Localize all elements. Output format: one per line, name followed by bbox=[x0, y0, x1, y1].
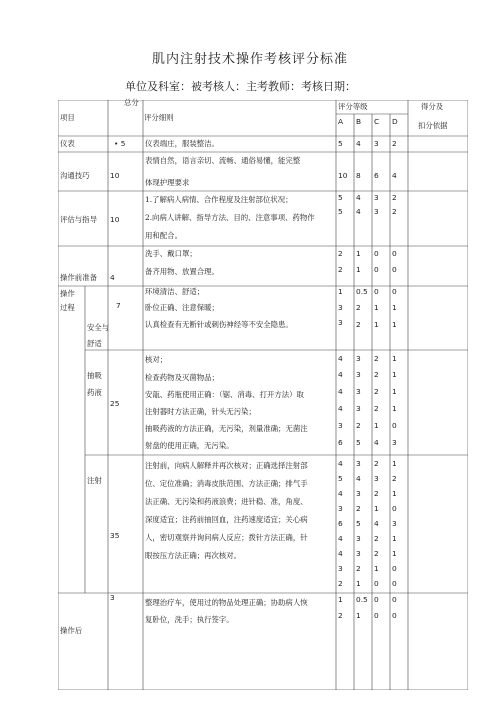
row-process-item-line2: 过程 bbox=[60, 303, 75, 312]
row-preparation-detail-1: 洗手、戴口罩； bbox=[145, 249, 197, 258]
row-etiquette-grade-d: 2 bbox=[392, 139, 397, 148]
row-assessment-grade-a-1: 5 bbox=[338, 193, 343, 202]
row-safety-grade-c-1: 0 bbox=[374, 287, 379, 296]
row-injection-grade-a-4: 3 bbox=[338, 504, 343, 513]
row-safety-grade-d-3: 1 bbox=[392, 320, 397, 329]
row-assessment-grade-b-1: 4 bbox=[356, 193, 361, 202]
row-drawing-grade-a-5: 3 bbox=[338, 421, 343, 430]
row-process-item-line1: 操作 bbox=[60, 289, 75, 298]
scoring-table bbox=[58, 100, 468, 690]
row-injection-grade-a-5: 6 bbox=[338, 519, 343, 528]
row-injection-grade-a-3: 4 bbox=[338, 489, 343, 498]
row-injection-grade-b-7: 3 bbox=[356, 549, 361, 558]
row-after-grade-d-1: 0 bbox=[392, 595, 397, 604]
row-injection-grade-c-6: 2 bbox=[374, 534, 379, 543]
row-drawing-grade-c-6: 4 bbox=[374, 438, 379, 447]
row-drawing-sub-line2: 药液 bbox=[87, 388, 102, 397]
row-drawing-grade-a-6: 6 bbox=[338, 438, 343, 447]
row-after-grade-b-1: 0.5 bbox=[356, 595, 368, 604]
row-after-item: 操作后 bbox=[60, 626, 83, 635]
row-safety-grade-d-1: 0 bbox=[392, 287, 397, 296]
row-injection-grade-b-4: 2 bbox=[356, 504, 361, 513]
row-preparation-grade-d-1: 0 bbox=[392, 249, 397, 258]
row-injection-grade-d-8: 0 bbox=[392, 564, 397, 573]
row-after-detail-1: 整理治疗车，使用过的物品处理正确；协助病人恢 bbox=[145, 598, 308, 607]
row-safety-grade-a-3: 3 bbox=[338, 318, 343, 327]
row-drawing-grade-a-2: 4 bbox=[338, 370, 343, 379]
row-injection-grade-d-2: 2 bbox=[392, 474, 397, 483]
row-preparation-grade-b-1: 1 bbox=[356, 249, 361, 258]
row-assessment-detail-2: 2.向病人讲解、指导方法、目的、注意事项、药物作 bbox=[145, 213, 315, 222]
row-drawing-grade-c-2: 2 bbox=[374, 370, 379, 379]
row-assessment-item: 评估与指导 bbox=[60, 215, 97, 224]
row-injection-grade-c-2: 3 bbox=[374, 474, 379, 483]
row-assessment-grade-c-2: 3 bbox=[374, 207, 379, 216]
row-safety-grade-a-2: 3 bbox=[338, 303, 343, 312]
row-after-grade-d-2: 0 bbox=[392, 611, 397, 620]
header-grade: 评分等级 bbox=[338, 102, 368, 111]
row-preparation-detail-2: 备齐用物、放置合理。 bbox=[145, 267, 219, 276]
row-injection-grade-b-2: 4 bbox=[356, 474, 361, 483]
row-drawing-grade-c-5: 1 bbox=[374, 421, 379, 430]
row-drawing-grade-b-1: 3 bbox=[356, 354, 361, 363]
row-injection-grade-b-8: 2 bbox=[356, 564, 361, 573]
row-etiquette-grade-b: 4 bbox=[356, 139, 361, 148]
row-preparation-grade-d-2: 0 bbox=[392, 265, 397, 274]
row-drawing-grade-d-1: 1 bbox=[392, 354, 397, 363]
row-injection-grade-d-6: 1 bbox=[392, 534, 397, 543]
row-drawing-grade-b-2: 3 bbox=[356, 370, 361, 379]
row-injection-grade-d-5: 3 bbox=[392, 519, 397, 528]
row-preparation-grade-b-2: 1 bbox=[356, 265, 361, 274]
row-safety-grade-c-2: 1 bbox=[374, 303, 379, 312]
row-injection-grade-c-7: 2 bbox=[374, 549, 379, 558]
row-injection-grade-c-1: 2 bbox=[374, 459, 379, 468]
row-after-grade-c-1: 0 bbox=[374, 595, 379, 604]
row-etiquette-grade-a: 5 bbox=[338, 139, 343, 148]
row-drawing-grade-b-4: 3 bbox=[356, 404, 361, 413]
header-grade-b: B bbox=[356, 117, 362, 126]
row-safety-detail-2: 卧位正确、注意保暖； bbox=[145, 303, 219, 312]
row-preparation-item: 操作前准备 bbox=[60, 273, 97, 282]
row-after-grade-c-2: 0 bbox=[374, 611, 379, 620]
row-safety-detail-3: 认真检查有无断针或刺伤神经等不安全隐患。 bbox=[145, 320, 293, 329]
page-title: 肌内注射技术操作考核评分标准 bbox=[151, 52, 348, 67]
row-communication-detail-2: 体现护理要求 bbox=[145, 178, 190, 187]
row-drawing-detail-6: 射盘的使用正确，无污染。 bbox=[145, 441, 234, 450]
row-drawing-grade-c-4: 2 bbox=[374, 404, 379, 413]
row-injection-grade-c-9: 0 bbox=[374, 579, 379, 588]
row-drawing-grade-d-2: 1 bbox=[392, 370, 397, 379]
row-drawing-detail-3: 安瓿、药瓶使用正确：（锯、消毒、打开方法）取 bbox=[145, 390, 304, 399]
row-assessment-grade-b-2: 4 bbox=[356, 207, 361, 216]
row-injection-grade-d-7: 1 bbox=[392, 549, 397, 558]
row-after-grade-a-2: 2 bbox=[338, 611, 343, 620]
row-drawing-grade-c-3: 2 bbox=[374, 387, 379, 396]
row-injection-grade-c-3: 2 bbox=[374, 489, 379, 498]
row-injection-grade-d-9: 0 bbox=[392, 579, 397, 588]
row-injection-grade-a-7: 4 bbox=[338, 549, 343, 558]
row-drawing-sub-line1: 抽吸 bbox=[87, 371, 102, 380]
row-assessment-grade-d-2: 2 bbox=[392, 207, 397, 216]
row-injection-grade-d-1: 1 bbox=[392, 459, 397, 468]
row-injection-detail-5: 人，密切观察并询问病人反应；拨针方法正确，针 bbox=[145, 533, 308, 542]
row-communication-grade-b: 8 bbox=[356, 171, 361, 180]
row-communication-item: 沟通技巧 bbox=[60, 171, 90, 180]
row-injection-grade-b-9: 1 bbox=[356, 579, 361, 588]
row-assessment-grade-c-1: 3 bbox=[374, 193, 379, 202]
row-injection-grade-d-3: 1 bbox=[392, 489, 397, 498]
row-safety-sub-line2: 舒适 bbox=[87, 339, 102, 348]
row-assessment-detail-3: 用和配合。 bbox=[145, 231, 182, 240]
row-drawing-grade-d-6: 3 bbox=[392, 438, 397, 447]
row-drawing-detail-2: 检查药物及灭菌物品； bbox=[145, 373, 219, 382]
row-communication-grade-d: 4 bbox=[392, 171, 397, 180]
row-drawing-score: 25 bbox=[110, 399, 120, 408]
row-communication-detail-1: 表情自然，语言亲切、流畅、通俗易懂，能完整 bbox=[145, 156, 301, 165]
row-assessment-detail-1: 1.了解病人病情、合作程度及注射部位状况； bbox=[145, 195, 293, 204]
row-preparation-grade-c-2: 0 bbox=[374, 265, 379, 274]
row-drawing-grade-d-4: 1 bbox=[392, 404, 397, 413]
row-assessment-grade-a-2: 5 bbox=[338, 207, 343, 216]
row-drawing-grade-c-1: 2 bbox=[374, 354, 379, 363]
row-injection-detail-1: 注射前，向病人解释并再次核对；正确选择注射部 bbox=[145, 461, 308, 470]
row-safety-grade-b-2: 2 bbox=[356, 303, 361, 312]
row-drawing-grade-b-6: 5 bbox=[356, 438, 361, 447]
row-etiquette-grade-c: 3 bbox=[374, 139, 379, 148]
row-injection-detail-2: 位、定位准确；消毒皮肤范围、方法正确；排气手 bbox=[145, 479, 308, 488]
row-drawing-detail-4: 注射器时方法正确，针头无污染； bbox=[145, 407, 256, 416]
header-deduct-line1: 得分及 bbox=[421, 102, 444, 111]
row-injection-grade-a-8: 3 bbox=[338, 564, 343, 573]
row-safety-score: 7 bbox=[116, 301, 121, 310]
header-grade-d: D bbox=[392, 117, 398, 126]
row-after-grade-b-2: 1 bbox=[356, 611, 361, 620]
row-injection-grade-b-6: 3 bbox=[356, 534, 361, 543]
row-communication-score: 10 bbox=[110, 171, 120, 180]
row-safety-grade-c-3: 1 bbox=[374, 320, 379, 329]
row-injection-grade-c-5: 4 bbox=[374, 519, 379, 528]
row-safety-grade-b-1: 0.5 bbox=[356, 287, 368, 296]
row-drawing-detail-5: 抽吸药液的方法正确，无污染，剂量准确；无菌注 bbox=[145, 424, 308, 433]
row-preparation-grade-c-1: 0 bbox=[374, 249, 379, 258]
row-drawing-grade-b-3: 3 bbox=[356, 387, 361, 396]
row-preparation-grade-a-1: 2 bbox=[338, 249, 343, 258]
row-assessment-score: 10 bbox=[110, 215, 120, 224]
row-injection-detail-6: 眼按压方法正确；再次核对。 bbox=[145, 551, 242, 560]
row-injection-grade-a-1: 4 bbox=[338, 459, 343, 468]
header-deduct-line2: 扣分依据 bbox=[418, 121, 448, 130]
row-safety-sub-line1: 安全与 bbox=[87, 323, 110, 332]
row-drawing-grade-b-5: 2 bbox=[356, 421, 361, 430]
row-assessment-grade-d-1: 2 bbox=[392, 193, 397, 202]
row-drawing-detail-1: 核对； bbox=[145, 355, 168, 364]
row-injection-grade-d-4: 0 bbox=[392, 504, 397, 513]
row-safety-grade-a-1: 1 bbox=[338, 287, 343, 296]
header-grade-c: C bbox=[374, 117, 380, 126]
row-injection-sub: 注射 bbox=[87, 476, 102, 485]
row-etiquette-detail: 仪表端庄，服装整洁。 bbox=[145, 139, 219, 148]
row-drawing-grade-a-4: 4 bbox=[338, 404, 343, 413]
row-injection-grade-b-5: 5 bbox=[356, 519, 361, 528]
row-safety-grade-d-2: 1 bbox=[392, 303, 397, 312]
row-drawing-grade-d-3: 1 bbox=[392, 387, 397, 396]
row-preparation-score: 4 bbox=[110, 273, 115, 282]
row-safety-grade-b-3: 2 bbox=[356, 320, 361, 329]
header-grade-a: A bbox=[338, 117, 344, 126]
row-preparation-grade-a-2: 2 bbox=[338, 265, 343, 274]
header-detail: 评分细则 bbox=[144, 113, 174, 122]
row-drawing-grade-a-3: 4 bbox=[338, 387, 343, 396]
row-after-grade-a-1: 1 bbox=[338, 595, 343, 604]
row-safety-detail-1: 环境清洁、舒适； bbox=[145, 287, 205, 296]
row-drawing-grade-a-1: 4 bbox=[338, 354, 343, 363]
row-injection-grade-c-4: 1 bbox=[374, 504, 379, 513]
row-injection-grade-a-2: 5 bbox=[338, 474, 343, 483]
row-drawing-grade-d-5: 0 bbox=[392, 421, 397, 430]
header-item: 项目 bbox=[60, 113, 75, 122]
form-subtitle: 单位及科室：被考核人：主考教师：考核日期： bbox=[125, 80, 356, 93]
row-injection-detail-3: 法正确、无污染和药液浪费；进针稳、准，角度、 bbox=[145, 497, 308, 506]
header-total-score: 总分 bbox=[124, 98, 139, 107]
row-injection-grade-a-9: 2 bbox=[338, 579, 343, 588]
row-after-score: 3 bbox=[110, 593, 115, 602]
row-injection-detail-4: 深度适宜；注药前抽回血，注药速度适宜；关心病 bbox=[145, 515, 308, 524]
row-etiquette-score: • 5 bbox=[114, 139, 126, 148]
row-etiquette-item: 仪表 bbox=[60, 139, 75, 148]
row-after-detail-2: 复卧位，洗手；执行签字。 bbox=[145, 615, 234, 624]
row-injection-score: 35 bbox=[110, 531, 120, 540]
row-injection-grade-b-3: 3 bbox=[356, 489, 361, 498]
row-injection-grade-b-1: 3 bbox=[356, 459, 361, 468]
row-injection-grade-c-8: 1 bbox=[374, 564, 379, 573]
row-communication-grade-a: 10 bbox=[338, 171, 348, 180]
row-communication-grade-c: 6 bbox=[374, 171, 379, 180]
row-injection-grade-a-6: 4 bbox=[338, 534, 343, 543]
